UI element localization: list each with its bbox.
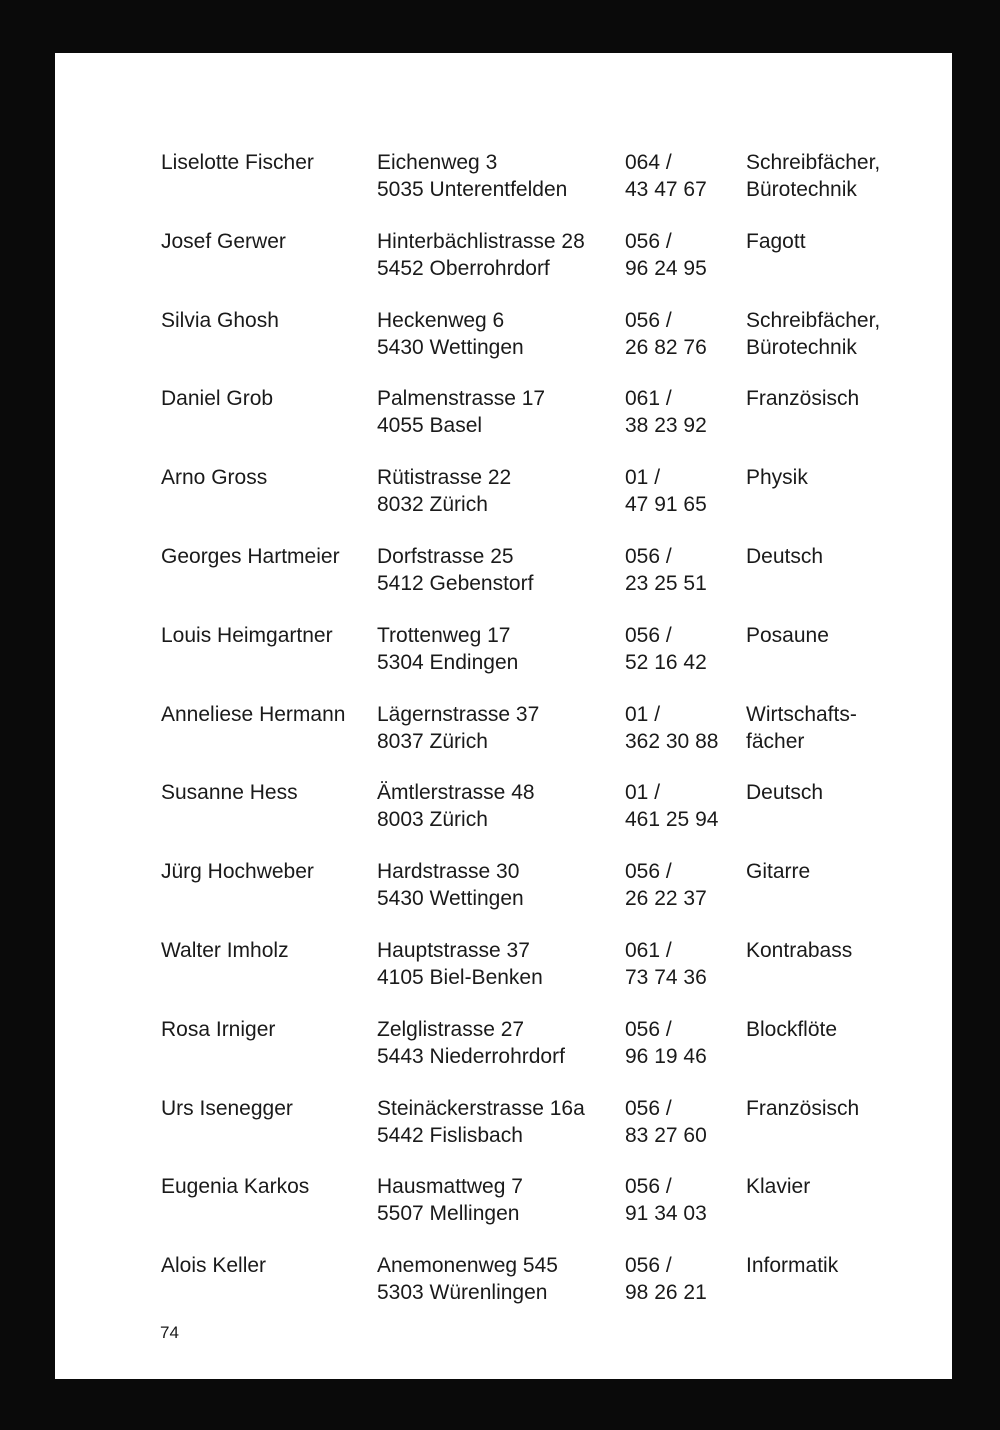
street-text: Anemonenweg 545	[377, 1254, 558, 1278]
postal-city-text: 8003 Zürich	[377, 808, 488, 832]
person-name-text: Rosa Irniger	[161, 1017, 276, 1041]
phone-number-text: 26 22 37	[625, 887, 707, 911]
address-column	[377, 701, 539, 755]
phone-column	[625, 1252, 707, 1306]
person-name-column	[161, 779, 298, 806]
address-column	[377, 1016, 565, 1070]
subject-line-1: Wirtschafts-	[746, 702, 857, 726]
address-column	[377, 149, 567, 203]
address-column	[377, 1095, 585, 1149]
postal-city-text: 5507 Mellingen	[377, 1202, 520, 1226]
directory-entry	[161, 307, 941, 386]
subject-line-1: Klavier	[746, 1175, 811, 1199]
directory-entry	[161, 1252, 941, 1331]
address-column	[377, 228, 585, 282]
phone-number-text: 91 34 03	[625, 1202, 707, 1226]
subject-column	[746, 1095, 859, 1122]
address-column	[377, 385, 545, 439]
person-name-column	[161, 701, 345, 728]
person-name-column	[161, 1173, 309, 1200]
subject-column	[746, 1173, 810, 1200]
phone-column	[625, 307, 707, 361]
street-text: Steinäckerstrasse 16a	[377, 1096, 585, 1120]
person-name-text: Arno Gross	[161, 466, 268, 490]
subject-line-1: Blockflöte	[746, 1017, 838, 1041]
directory-entry	[161, 937, 941, 1016]
person-name-column	[161, 149, 314, 176]
subject-column	[746, 307, 880, 361]
phone-number-text: 96 19 46	[625, 1044, 707, 1068]
area-code-text: 056 /	[625, 860, 672, 884]
postal-city-text: 5035 Unterentfelden	[377, 178, 568, 201]
postal-city-text: 5412 Gebenstorf	[377, 571, 534, 595]
area-code-text: 056 /	[625, 623, 672, 647]
area-code-text: 061 /	[625, 387, 672, 411]
phone-column	[625, 1095, 707, 1149]
subject-line-1: Kontrabass	[746, 938, 853, 962]
street-text: Hardstrasse 30	[377, 860, 520, 884]
street-text: Eichenweg 3	[377, 151, 498, 174]
person-name-column	[161, 228, 286, 255]
address-column	[377, 464, 511, 518]
person-name-text: Daniel Grob	[161, 387, 274, 411]
person-name-column	[161, 858, 314, 885]
directory-entry	[161, 385, 941, 464]
phone-column	[625, 1173, 707, 1227]
street-text: Palmenstrasse 17	[377, 387, 546, 411]
area-code-text: 01 /	[625, 781, 661, 805]
postal-city-text: 4055 Basel	[377, 414, 483, 438]
postal-city-text: 5303 Würenlingen	[377, 1281, 548, 1305]
person-name-text: Anneliese Hermann	[161, 702, 346, 726]
person-name-text: Josef Gerwer	[161, 229, 286, 253]
directory-entry	[161, 228, 941, 307]
phone-number-text: 461 25 94	[625, 808, 719, 832]
person-name-column	[161, 1252, 266, 1279]
person-name-text: Silvia Ghosh	[161, 308, 279, 332]
area-code-text: 056 /	[625, 1175, 672, 1199]
address-column	[377, 1173, 523, 1227]
phone-column	[625, 1016, 707, 1070]
street-text: Trottenweg 17	[377, 623, 511, 647]
area-code-text: 056 /	[625, 229, 672, 253]
subject-column	[746, 464, 808, 491]
subject-line-1: Fagott	[746, 229, 806, 253]
area-code-text: 056 /	[625, 1017, 672, 1041]
subject-column	[746, 1016, 837, 1043]
subject-line-1: Gitarre	[746, 860, 811, 884]
directory-entry	[161, 1173, 941, 1252]
phone-number-text: 73 74 36	[625, 965, 707, 989]
phone-column	[625, 779, 718, 833]
person-name-text: Susanne Hess	[161, 781, 298, 805]
subject-line-1: Schreibfächer,	[746, 151, 881, 174]
person-name-text: Jürg Hochweber	[161, 860, 314, 884]
subject-column	[746, 937, 852, 964]
subject-column	[746, 543, 823, 570]
person-name-text: Louis Heimgartner	[161, 623, 333, 647]
address-column	[377, 543, 533, 597]
postal-city-text: 8032 Zürich	[377, 493, 488, 517]
person-name-text: Georges Hartmeier	[161, 544, 340, 568]
phone-number-text: 43 47 67	[625, 178, 707, 201]
phone-number-text: 96 24 95	[625, 256, 707, 280]
person-name-text: Walter Imholz	[161, 938, 289, 962]
area-code-text: 056 /	[625, 1096, 672, 1120]
directory-entry	[161, 701, 941, 780]
street-text: Ämtlerstrasse 48	[377, 781, 535, 805]
postal-city-text: 4105 Biel-Benken	[377, 965, 543, 989]
directory-entry	[161, 858, 941, 937]
phone-number-text: 362 30 88	[625, 729, 719, 753]
street-text: Hauptstrasse 37	[377, 938, 530, 962]
street-text: Rütistrasse 22	[377, 466, 512, 490]
phone-number-text: 47 91 65	[625, 493, 707, 517]
postal-city-text: 5304 Endingen	[377, 650, 519, 674]
phone-number-text: 98 26 21	[625, 1281, 707, 1305]
person-name-column	[161, 385, 273, 412]
postal-city-text: 8037 Zürich	[377, 729, 488, 753]
address-column	[377, 1252, 558, 1306]
document-page	[55, 53, 952, 1379]
subject-line-1: Französisch	[746, 387, 860, 411]
phone-column	[625, 937, 707, 991]
subject-line-1: Deutsch	[746, 781, 824, 805]
street-text: Lägernstrasse 37	[377, 702, 540, 726]
directory-entry	[161, 464, 941, 543]
person-name-text: Liselotte Fischer	[161, 151, 314, 174]
phone-column	[625, 543, 707, 597]
street-text: Zelglistrasse 27	[377, 1017, 525, 1041]
phone-number-text: 83 27 60	[625, 1123, 707, 1147]
person-name-column	[161, 1095, 293, 1122]
address-column	[377, 622, 518, 676]
street-text: Heckenweg 6	[377, 308, 505, 332]
phone-number-text: 38 23 92	[625, 414, 707, 438]
subject-column	[746, 1252, 838, 1279]
subject-line-2: Bürotechnik	[746, 335, 857, 359]
subject-line-2: Bürotechnik	[746, 178, 857, 201]
person-name-column	[161, 1016, 275, 1043]
subject-line-1: Physik	[746, 466, 808, 490]
subject-column	[746, 779, 823, 806]
subject-line-1: Posaune	[746, 623, 829, 647]
phone-column	[625, 701, 718, 755]
street-text: Hausmattweg 7	[377, 1175, 523, 1199]
person-name-column	[161, 307, 279, 334]
person-name-column	[161, 543, 340, 570]
postal-city-text: 5442 Fislisbach	[377, 1123, 523, 1147]
phone-column	[625, 385, 707, 439]
subject-line-1: Informatik	[746, 1254, 839, 1278]
area-code-text: 064 /	[625, 151, 672, 174]
directory-entry	[161, 1016, 941, 1095]
phone-column	[625, 149, 707, 203]
postal-city-text: 5430 Wettingen	[377, 887, 524, 911]
address-column	[377, 779, 535, 833]
area-code-text: 056 /	[625, 1254, 672, 1278]
directory-list	[161, 149, 941, 1331]
postal-city-text: 5443 Niederrohrdorf	[377, 1044, 565, 1068]
directory-entry	[161, 779, 941, 858]
subject-column	[746, 858, 810, 885]
subject-line-2: fächer	[746, 729, 805, 753]
directory-entry	[161, 622, 941, 701]
person-name-column	[161, 622, 333, 649]
page-number: 74	[160, 1323, 179, 1342]
area-code-text: 01 /	[625, 702, 661, 726]
subject-column	[746, 701, 857, 755]
person-name-column	[161, 937, 289, 964]
directory-entry	[161, 149, 941, 228]
street-text: Dorfstrasse 25	[377, 544, 514, 568]
person-name-text: Alois Keller	[161, 1254, 267, 1278]
subject-column	[746, 385, 859, 412]
subject-line-1: Deutsch	[746, 544, 824, 568]
directory-entry	[161, 1095, 941, 1174]
directory-entry	[161, 543, 941, 622]
phone-number-text: 23 25 51	[625, 571, 707, 595]
phone-column	[625, 228, 707, 282]
postal-city-text: 5430 Wettingen	[377, 335, 524, 359]
postal-city-text: 5452 Oberrohrdorf	[377, 256, 550, 280]
area-code-text: 056 /	[625, 308, 672, 332]
subject-column	[746, 622, 829, 649]
subject-line-1: Schreibfächer,	[746, 308, 881, 332]
area-code-text: 01 /	[625, 466, 661, 490]
phone-number-text: 26 82 76	[625, 335, 707, 359]
phone-column	[625, 858, 707, 912]
area-code-text: 056 /	[625, 544, 672, 568]
person-name-text: Urs Isenegger	[161, 1096, 293, 1120]
street-text: Hinterbächlistrasse 28	[377, 229, 585, 253]
subject-column	[746, 149, 880, 203]
phone-number-text: 52 16 42	[625, 650, 707, 674]
person-name-text: Eugenia Karkos	[161, 1175, 310, 1199]
subject-line-1: Französisch	[746, 1096, 860, 1120]
phone-column	[625, 622, 707, 676]
area-code-text: 061 /	[625, 938, 672, 962]
subject-column	[746, 228, 806, 255]
phone-column	[625, 464, 707, 518]
address-column	[377, 937, 543, 991]
address-column	[377, 307, 524, 361]
person-name-column	[161, 464, 267, 491]
address-column	[377, 858, 524, 912]
